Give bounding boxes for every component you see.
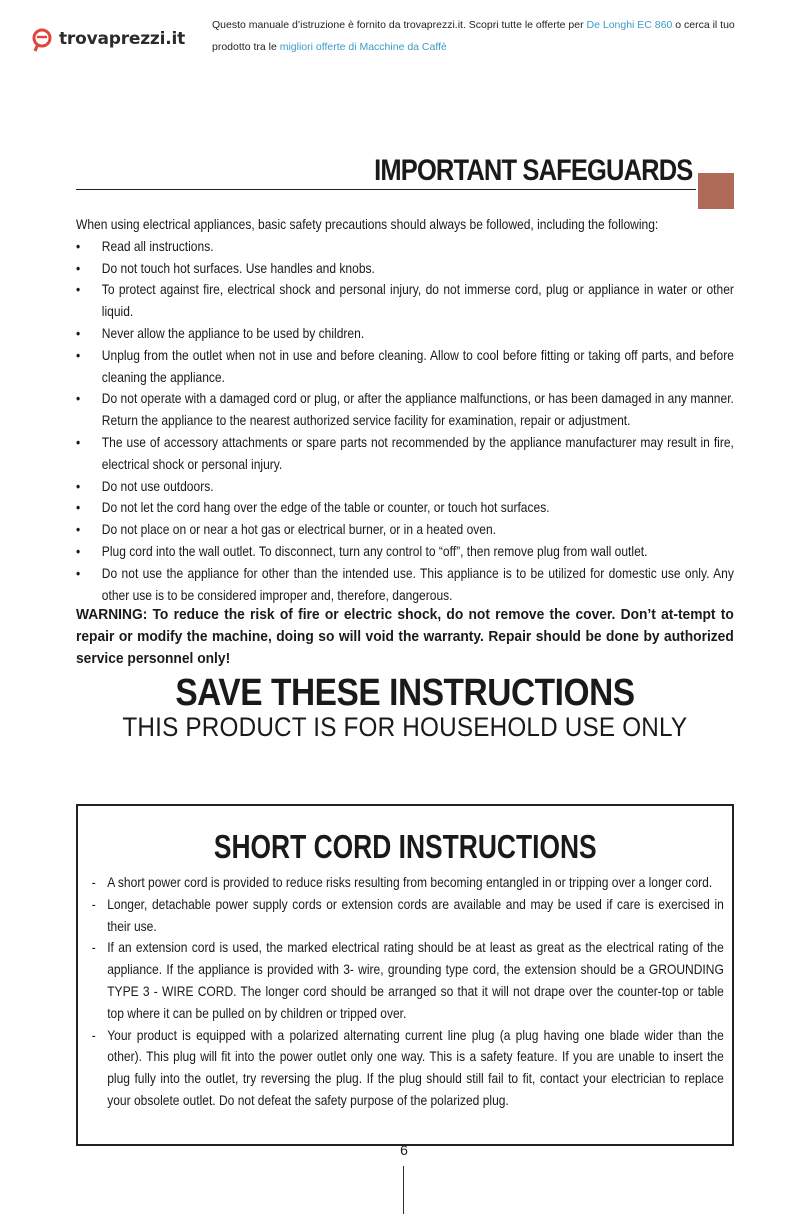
list-item: • Do not operate with a damaged cord or plug, or after the appliance malfunctions, or has been damaged in any manner. Return the appliance to the nearest authorized service facility for examination, repair or adjustment. bbox=[76, 388, 734, 432]
short-cord-section bbox=[90, 872, 724, 1112]
title-divider bbox=[76, 189, 696, 190]
page-header bbox=[30, 10, 770, 60]
household-use-notice bbox=[76, 712, 734, 743]
safeguards-section bbox=[76, 214, 734, 606]
save-instructions-text: SAVE THESE INSTRUCTIONS bbox=[175, 672, 635, 714]
offers-link[interactable]: migliori offerte di Macchine da Caffè bbox=[279, 41, 447, 53]
page-title: IMPORTANT SAFEGUARDS bbox=[373, 154, 692, 187]
warning-text: WARNING: To reduce the risk of fire or electric shock, do not remove the cover. Don’t at-tempt to repair or modify the machine, doing so will void the warranty. Repair should be done by authorized service personnel only! bbox=[76, 606, 734, 667]
list-item: • Do not let the cord hang over the edge of the table or counter, or touch hot surfaces. bbox=[76, 497, 734, 519]
trovaprezzi-logo[interactable] bbox=[32, 28, 185, 50]
header-note-middle: o cerca il tuo prodotto tra le bbox=[212, 19, 735, 53]
header-note bbox=[212, 14, 772, 58]
product-link[interactable]: De Longhi EC 860 bbox=[586, 19, 673, 31]
list-item: - If an extension cord is used, the marked electrical rating should be at least as great as the electrical rating of the appliance. If the appliance is provided with 3- wire, grounding type cord, the extension should be a GROUNDING TYPE 3 - WIRE CORD. The longer cord should be arranged so that it will not drape over the counter-top or table top where it can be pulled on by children or tripped over. bbox=[90, 937, 724, 1024]
accent-square bbox=[698, 173, 734, 209]
list-item: • Read all instructions. bbox=[76, 236, 734, 258]
list-item: • The use of accessory attachments or spare parts not recommended by the appliance manufacturer may result in fire, electrical shock or personal injury. bbox=[76, 432, 734, 476]
short-cord-box bbox=[76, 804, 734, 1146]
list-item: • Plug cord into the wall outlet. To disconnect, turn any control to “off”, then remove plug from wall outlet. bbox=[76, 541, 734, 563]
header-note-text: Questo manuale d’istruzione è fornito da trovaprezzi.it. Scopri tutte le offerte per bbox=[212, 19, 587, 31]
list-item: - Longer, detachable power supply cords or extension cords are available and may be used if care is exercised in their use. bbox=[90, 894, 724, 938]
list-item: • To protect against fire, electrical shock and personal injury, do not immerse cord, plug or appliance in water or other liquid. bbox=[76, 279, 734, 323]
list-item: - Your product is equipped with a polarized alternating current line plug (a plug having one blade wider than the other). This plug will fit into the power outlet only one way. This is a safety feature. If you are unable to insert the plug fully into the outlet, try reversing the plug. If the plug should still fail to fit, contact your electrician to replace your obsolete outlet. Do not defeat the safety purpose of the polarized plug. bbox=[90, 1025, 724, 1112]
page-divider bbox=[403, 1166, 404, 1214]
short-cord-title-text: SHORT CORD INSTRUCTIONS bbox=[213, 828, 597, 865]
list-item: • Never allow the appliance to be used by children. bbox=[76, 323, 734, 345]
price-tag-icon bbox=[32, 28, 54, 50]
safeguards-intro: When using electrical appliances, basic safety precautions should always be followed, including the following: bbox=[76, 216, 659, 232]
logo-text: trovaprezzi.it bbox=[59, 29, 186, 49]
list-item: • Do not touch hot surfaces. Use handles and knobs. bbox=[76, 258, 734, 280]
list-item: • Do not place on or near a hot gas or electrical burner, or in a heated oven. bbox=[76, 519, 734, 541]
short-cord-list bbox=[90, 872, 724, 1112]
list-item: • Do not use the appliance for other than the intended use. This appliance is to be utilized for domestic use only. Any other use is to be considered improper and, therefore, dangerous. bbox=[76, 563, 734, 607]
safeguards-list bbox=[76, 236, 734, 607]
list-item: • Unplug from the outlet when not in use and before cleaning. Allow to cool before fitting or taking off parts, and before cleaning the appliance. bbox=[76, 345, 734, 389]
warning-paragraph bbox=[76, 604, 734, 670]
save-instructions-heading bbox=[76, 672, 734, 715]
safeguards-title-block bbox=[76, 150, 734, 210]
household-use-text: THIS PRODUCT IS FOR HOUSEHOLD USE ONLY bbox=[122, 712, 688, 742]
page-number: 6 bbox=[400, 1142, 408, 1158]
list-item: • Do not use outdoors. bbox=[76, 476, 734, 498]
list-item: - A short power cord is provided to reduce risks resulting from becoming entangled in or tripping over a longer cord. bbox=[90, 872, 724, 894]
short-cord-title bbox=[78, 828, 732, 866]
